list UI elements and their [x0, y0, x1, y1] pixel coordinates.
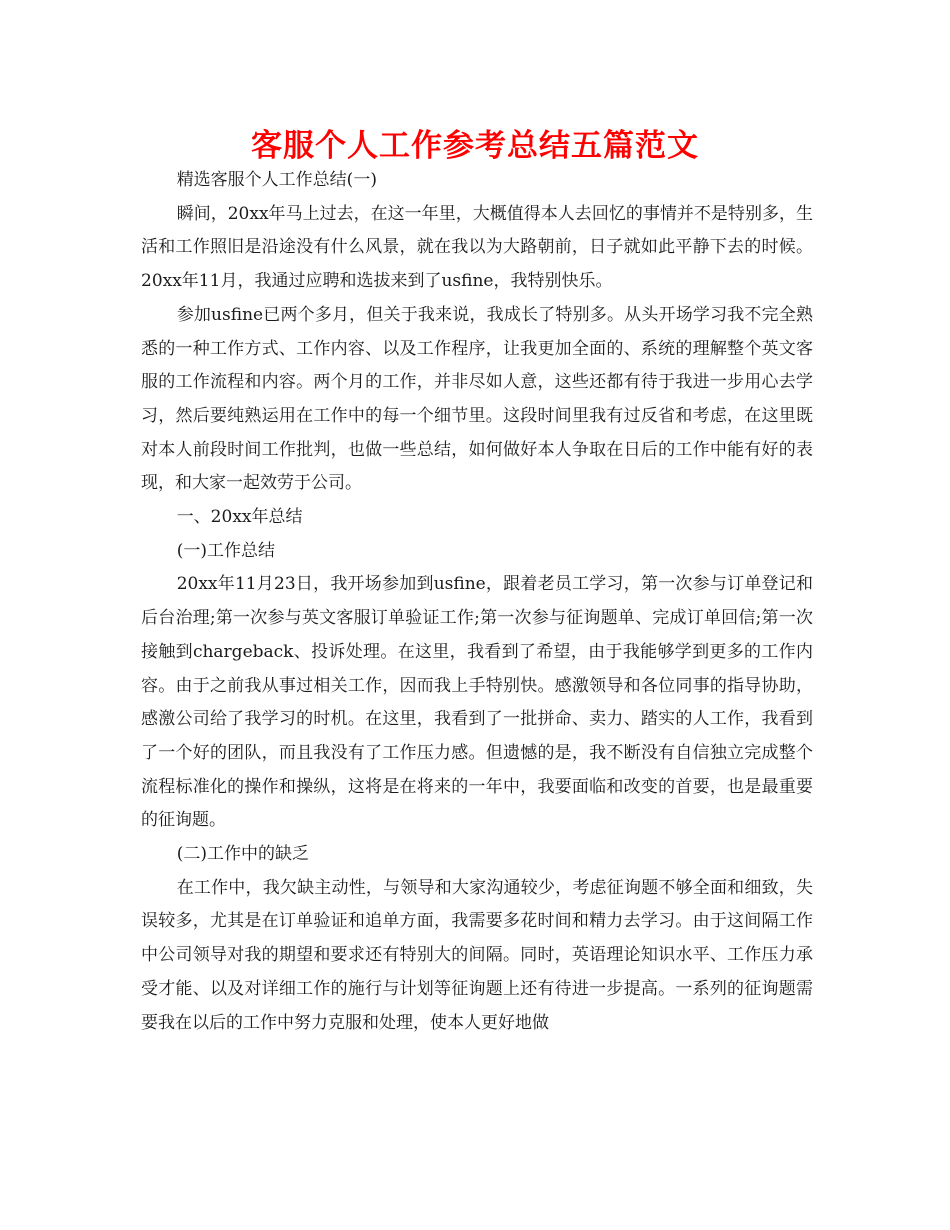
section-heading: 精选客服个人工作总结(一): [176, 170, 377, 190]
subsection-heading: (二)工作中的缺乏: [176, 844, 309, 865]
paragraph: 在工作中，我欠缺主动性，与领导和大家沟通较少，考虑征询题不够全面和细致，失误较多，尤其是在订单验证和追单方面，我需要多花时间和精力去学习。由于这间隔工作中公司领导对我的期望和要求还有特别大的间隔。同时，英语理论知识水平、工作压力承受才能、以及对详细工作的施行与计划等征询题上还有待进一步提高。一系列的征询题需要我在以后的工作中努力克服和处理，使本人更好地做: [141, 877, 813, 1033]
document-title: 客服个人工作参考总结五篇范文: [251, 128, 699, 164]
document-body: [141, 164, 813, 1040]
subsection-heading: (一)工作总结: [176, 540, 275, 561]
section-heading: 一、20xx年总结: [176, 507, 303, 528]
paragraph: 20xx年11月23日，我开场参加到usfine，跟着老员工学习，第一次参与订单登记和后台治理;第一次参与英文客服订单验证工作;第一次参与征询题单、完成订单回信;第一次接触到chargeback、投诉处理。在这里，我看到了希望，由于我能够学到更多的工作内容。由于之前我从事过相关工作，因而我上手特别快。感激领导和各位同事的指导协助，感激公司给了我学习的时机。在这里，我看到了一批拼命、卖力、踏实的人工作，我看到了一个好的团队，而且我没有了工作压力感。但遗憾的是，我不断没有自信独立完成整个流程标准化的操作和操纵，这将是在将来的一年中，我要面临和改变的首要，也是最重要的征询题。: [141, 574, 813, 831]
paragraph: 瞬间，20xx年马上过去，在这一年里，大概值得本人去回忆的事情并不是特别多，生活和工作照旧是沿途没有什么风景，就在我以为大路朝前，日子就如此平静下去的时候。20xx年11月，我通过应聘和选拔来到了usfine，我特别快乐。: [141, 203, 813, 292]
paragraph: 参加usfine已两个多月，但关于我来说，我成长了特别多。从头开场学习我不完全熟悉的一种工作方式、工作内容、以及工作程序，让我更加全面的、系统的理解整个英文客服的工作流程和内容。两个月的工作，并非尽如人意，这些还都有待于我进一步用心去学习，然后要纯熟运用在工作中的每一个细节里。这段时间里我有过反省和考虑，在这里既对本人前段时间工作批判，也做一些总结，如何做好本人争取在日后的工作中能有好的表现，和大家一起效劳于公司。: [141, 304, 813, 494]
